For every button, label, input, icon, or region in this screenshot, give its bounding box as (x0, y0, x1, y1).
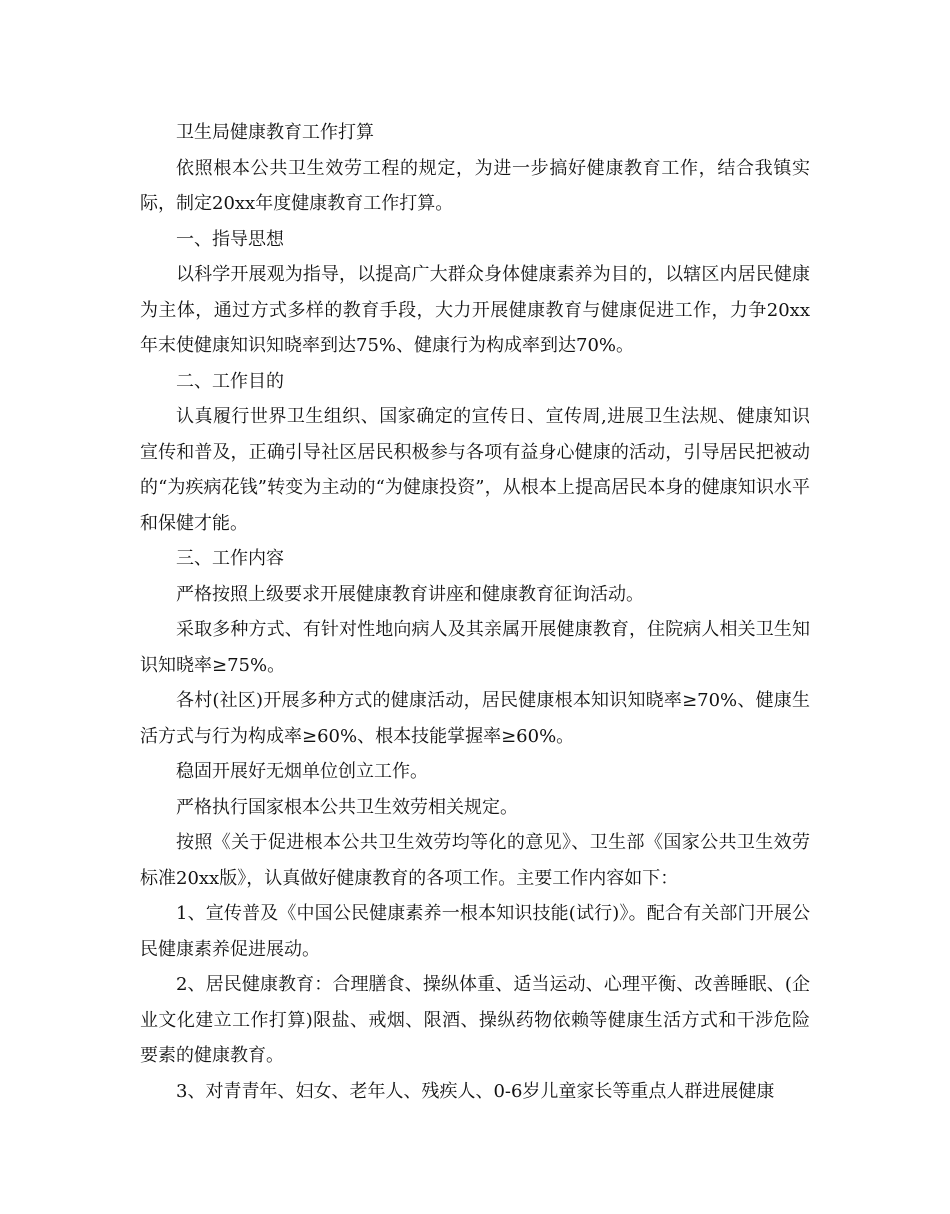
paragraph-standards: 按照《关于促进根本公共卫生效劳均等化的意见》、卫生部《国家公共卫生效劳标准20xx版》，认真做好健康教育的各项工作。主要工作内容如下： (140, 832, 810, 889)
paragraph-intro: 依照根本公共卫生效劳工程的规定，为进一步搞好健康教育工作，结合我镇实际，制定20xx年度健康教育工作打算。 (140, 157, 810, 214)
list-item-2: 2、居民健康教育：合理膳食、操纵体重、适当运动、心理平衡、改善睡眠、(企业文化建立工作打算)限盐、戒烟、限酒、操纵药物依赖等健康生活方式和干涉危险要素的健康教育。 (140, 974, 810, 1066)
section-heading-work-goal: 二、工作目的 (176, 370, 284, 392)
list-item-1: 1、宣传普及《中国公民健康素养一根本知识技能(试行)》。配合有关部门开展公民健康素养促进展动。 (140, 903, 810, 960)
paragraph-work-goal: 认真履行世界卫生组织、国家确定的宣传日、宣传周,进展卫生法规、健康知识宣传和普及，正确引导社区居民积极参与各项有益身心健康的活动，引导居民把被动的“为疾病花钱”转变为主动的“为健康投资”，从根本上提高居民本身的健康知识水平和保健才能。 (140, 406, 810, 534)
paragraph-village-activities: 各村(社区)开展多种方式的健康活动，居民健康根本知识知晓率≥70%、健康生活方式与行为构成率≥60%、根本技能掌握率≥60%。 (140, 690, 810, 747)
document-body (140, 115, 810, 1109)
paragraph-smoke-free: 稳固开展好无烟单位创立工作。 (176, 761, 428, 782)
list-item-3: 3、对青青年、妇女、老年人、残疾人、0-6岁儿童家长等重点人群进展健康 (176, 1080, 775, 1102)
paragraph-patient-education: 采取多种方式、有针对性地向病人及其亲属开展健康教育，住院病人相关卫生知识知晓率≥75%。 (140, 619, 810, 676)
section-heading-guiding-thought: 一、指导思想 (176, 228, 284, 250)
paragraph-lectures: 严格按照上级要求开展健康教育讲座和健康教育征询活动。 (176, 583, 644, 605)
paragraph-guiding-thought: 以科学开展观为指导，以提高广大群众身体健康素养为目的，以辖区内居民健康为主体，通过方式多样的教育手段，大力开展健康教育与健康促进工作，力争20xx年末使健康知识知晓率到达75%、健康行为构成率到达70%。 (140, 264, 810, 356)
paragraph-regulations: 严格执行国家根本公共卫生效劳相关规定。 (176, 796, 518, 818)
document-title: 卫生局健康教育工作打算 (176, 122, 374, 143)
section-heading-work-content: 三、工作内容 (176, 548, 284, 569)
